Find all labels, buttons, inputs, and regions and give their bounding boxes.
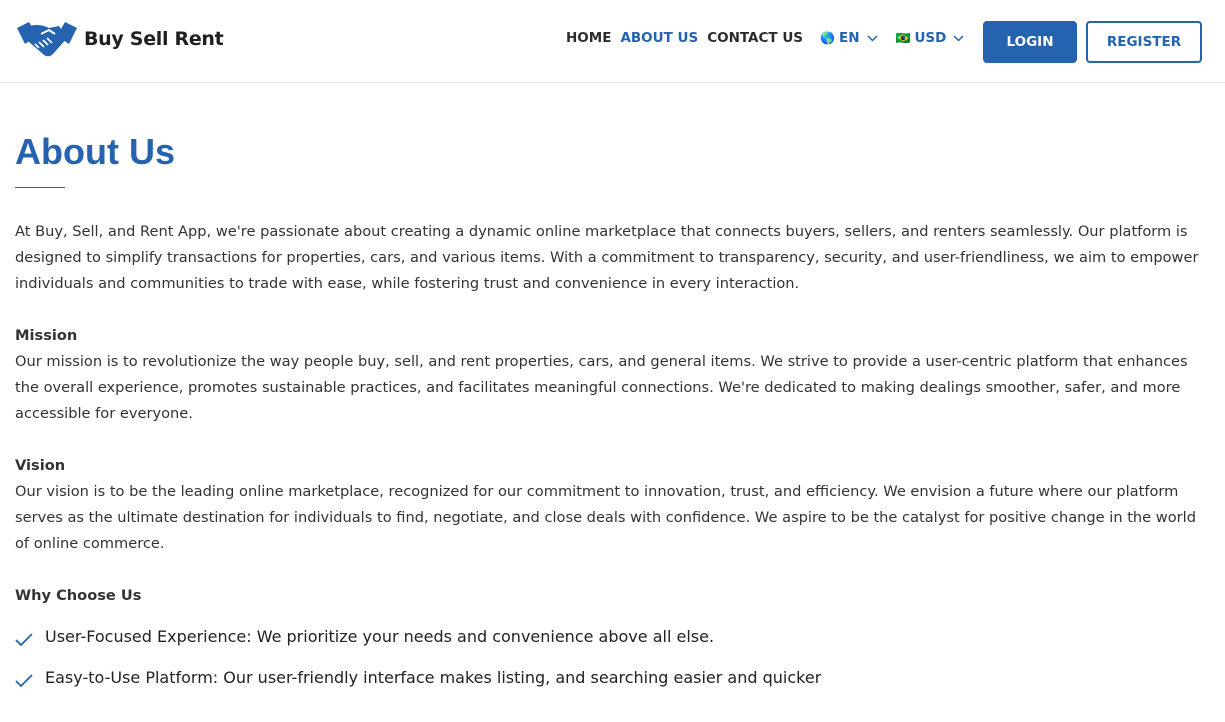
- vision-section: [15, 453, 1210, 557]
- login-button[interactable]: LOGIN: [983, 21, 1077, 63]
- brand-logo[interactable]: [15, 18, 223, 64]
- site-header: [0, 0, 1225, 83]
- list-item: [15, 624, 1210, 648]
- vision-heading: Vision: [15, 457, 66, 474]
- language-dropdown[interactable]: [820, 30, 877, 46]
- language-label: EN: [838, 30, 860, 46]
- nav-contact-us[interactable]: CONTACT US: [707, 30, 804, 46]
- currency-label: USD: [914, 30, 947, 46]
- currency-dropdown[interactable]: [896, 30, 965, 46]
- brand-name: Buy Sell Rent: [84, 28, 224, 50]
- about-content: [15, 128, 1210, 706]
- title-divider: [15, 187, 65, 188]
- chevron-down-icon: [953, 35, 964, 42]
- why-choose-list: [15, 624, 1210, 689]
- handshake-icon: [15, 18, 79, 64]
- nav-home[interactable]: HOME: [566, 30, 612, 46]
- list-item: [15, 665, 1210, 689]
- mission-section: [15, 323, 1210, 427]
- list-item-text: Easy-to-Use Platform: Our user-friendly interface makes listing, and searching easier and quicker: [45, 667, 822, 687]
- globe-icon: 🌎: [820, 31, 835, 45]
- mission-heading: Mission: [15, 327, 78, 344]
- flag-icon: 🇧🇷: [895, 31, 911, 45]
- why-choose-heading: Why Choose Us: [15, 587, 142, 604]
- mission-text: Our mission is to revolutionize the way people buy, sell, and rent properties, cars, and general items. We strive to provide a user-centric platform that enhances the overall experience, promotes sustainable practices, and facilitates meaningful connections. We're dedicated to making dealings smoother, safer, and more accessible for everyone.: [15, 353, 1188, 422]
- register-button[interactable]: REGISTER: [1086, 21, 1202, 63]
- chevron-down-icon: [867, 35, 878, 42]
- vision-text: Our vision is to be the leading online marketplace, recognized for our commitment to innovation, trust, and efficiency. We envision a future where our platform serves as the ultimate destination for individuals to find, negotiate, and close deals with confidence. We aspire to be the catalyst for positive change in the world of online commerce.: [15, 483, 1196, 552]
- nav-about-us[interactable]: ABOUT US: [620, 30, 699, 46]
- checkmark-icon: [15, 674, 33, 687]
- page-title: About Us: [15, 131, 175, 172]
- list-item-text: User-Focused Experience: We prioritize your needs and convenience above all else.: [45, 626, 715, 646]
- intro-paragraph: At Buy, Sell, and Rent App, we're passionate about creating a dynamic online marketplace that connects buyers, sellers, and renters seamlessly. Our platform is designed to simplify transactions for properties, cars, and various items. With a commitment to transparency, security, and user-friendliness, we aim to empower individuals and communities to trade with ease, while fostering trust and convenience in every interaction.: [15, 223, 1199, 292]
- main-nav: [566, 30, 964, 46]
- checkmark-icon: [15, 633, 33, 646]
